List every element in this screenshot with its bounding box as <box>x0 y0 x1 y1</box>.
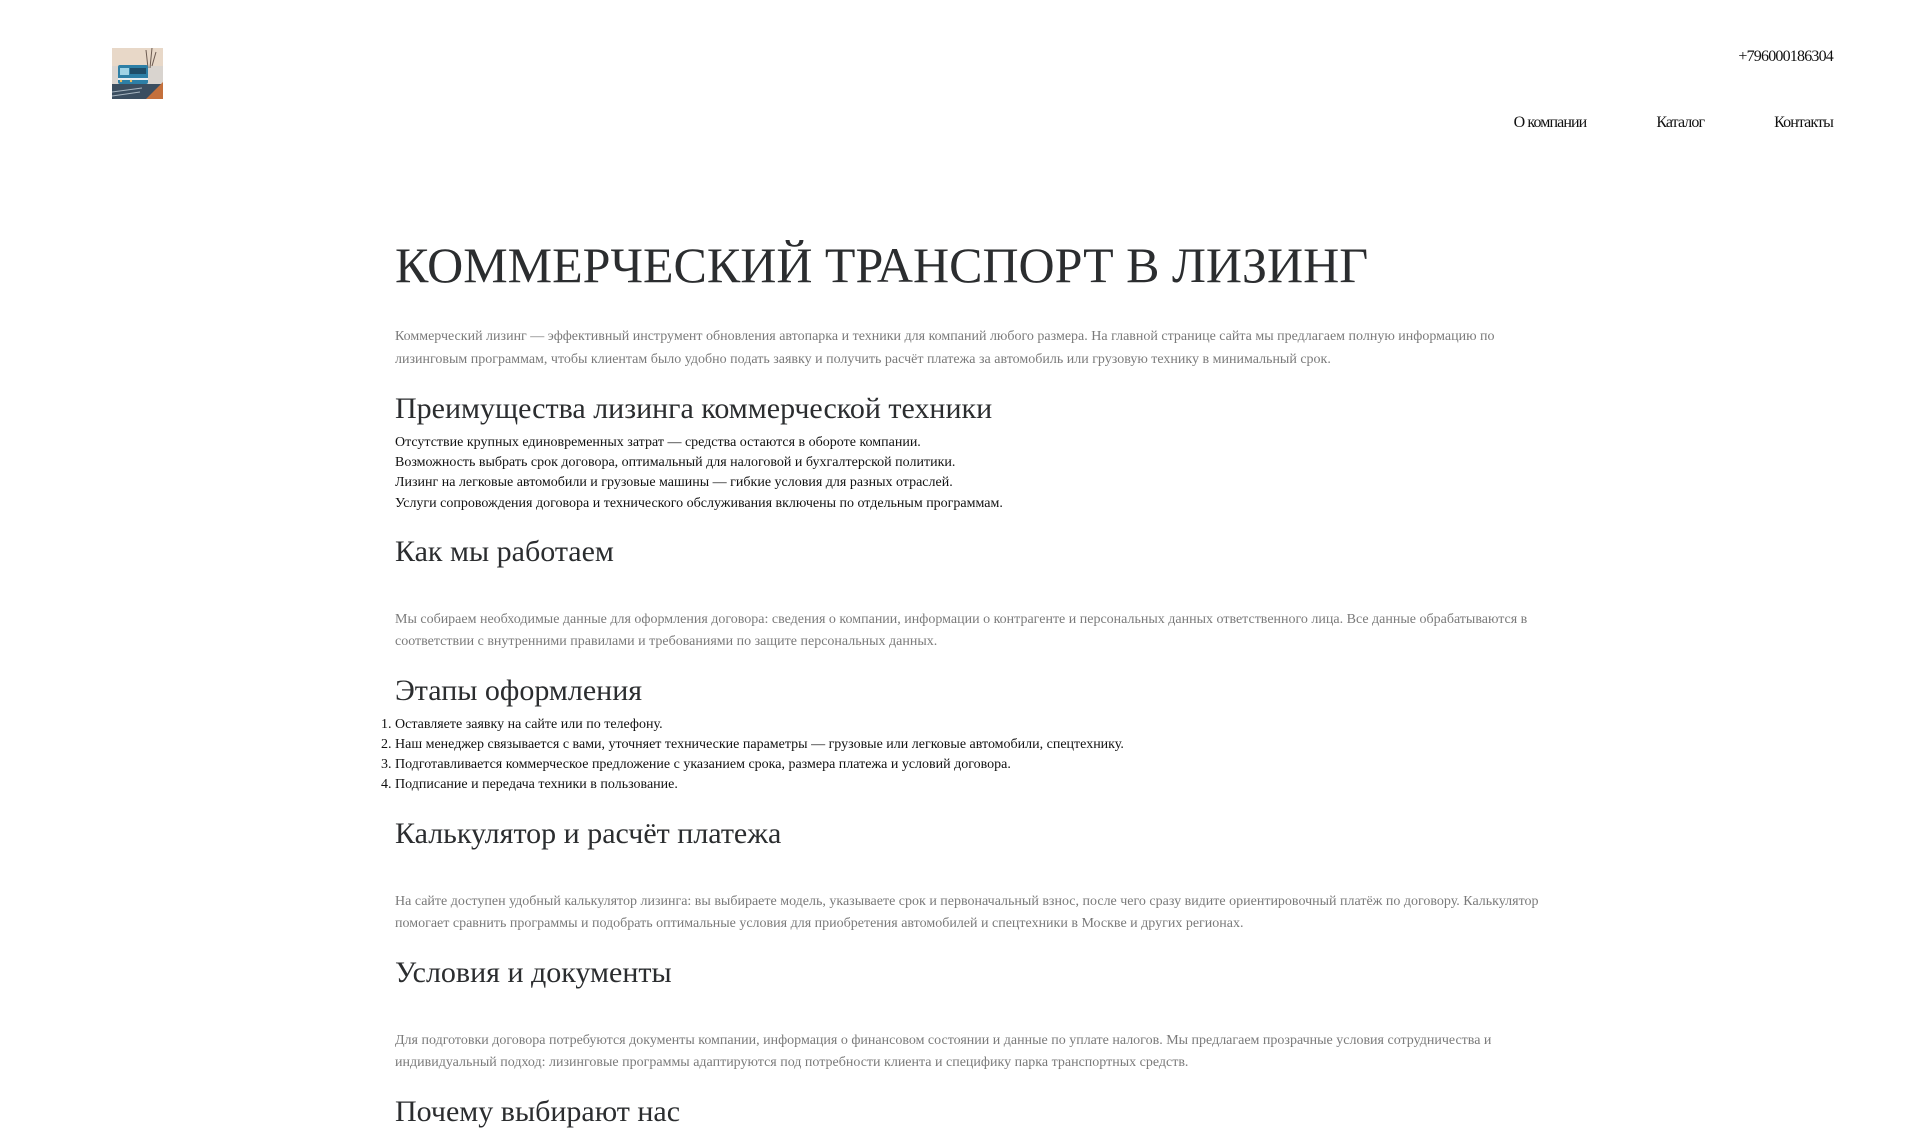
section-heading: Калькулятор и расчёт платежа <box>395 816 782 850</box>
site-header <box>0 0 1920 170</box>
intro-text: Коммерческий лизинг — эффективный инструмент обновления автопарка и техники для компаний любого размера. На главной странице сайта мы предлагаем полную информацию по лизинговым программам, чтобы клиентам было удобно подать заявку и получить расчёт платежа за автомобиль или грузовую технику в минимальный срок. <box>395 329 1495 367</box>
section-steps <box>395 671 1555 796</box>
nav-catalog[interactable]: Каталог <box>1656 114 1705 131</box>
phone-link[interactable]: +796000186304 <box>1738 48 1833 65</box>
page-title: КОММЕРЧЕСКИЙ ТРАНСПОРТ В ЛИЗИНГ <box>395 237 1369 293</box>
main-content <box>395 230 1555 1132</box>
list-item: 2. Наш менеджер связывается с вами, уточняет технические параметры — грузовые или легковые автомобили, спецтехнику. <box>395 735 1555 755</box>
list-item: Отсутствие крупных единовременных затрат — средства остаются в обороте компании. <box>395 435 921 450</box>
nav-contacts[interactable]: Контакты <box>1774 114 1833 131</box>
list-item: 3. Подготавливается коммерческое предложение с указанием срока, размера платежа и условий договора. <box>395 755 1555 775</box>
section-how-we-work <box>395 532 1555 671</box>
main-nav <box>1514 114 1833 132</box>
advantages-list <box>395 433 1555 514</box>
list-item: 1. Оставляете заявку на сайте или по телефону. <box>395 715 1555 735</box>
section-text: Мы собираем необходимые данные для оформления договора: сведения о компании, информации о контрагенте и персональных данных ответственного лица. Все данные обрабатываются в соответствии с внутренними правилами и требованиями по защите персональных данных. <box>395 611 1528 650</box>
section-text: Для подготовки договора потребуются документы компании, информация о финансовом состоянии и данные по уплате налогов. Мы предлагаем прозрачные условия сотрудничества и индивидуальный подход: лизинговые программы адаптируются под потребности клиента и специфику парка транспортных средств. <box>395 1032 1492 1071</box>
section-heading: Преимущества лизинга коммерческой техники <box>395 392 993 425</box>
bus-icon <box>112 48 163 99</box>
section-conditions <box>395 953 1555 1092</box>
section-heading: Как мы работаем <box>395 534 614 568</box>
list-item: 4. Подписание и передача техники в пользование. <box>395 775 1555 795</box>
list-item: Возможность выбрать срок договора, оптимальный для налоговой и бухгалтерской политики. <box>395 455 956 471</box>
list-item: Лизинг на легковые автомобили и грузовые машины — гибкие условия для разных отраслей. <box>395 475 953 491</box>
section-text: На сайте доступен удобный калькулятор лизинга: вы выбираете модель, указываете срок и первоначальный взнос, после чего сразу видите ориентировочный платёж по договору. Калькулятор помогает сравнить программы и подобрать оптимальные условия для приобретения автомобилей и спецтехники в Москве и других регионах. <box>395 893 1539 932</box>
section-heading: Почему выбирают нас <box>395 1094 681 1128</box>
logo-bus-image[interactable] <box>112 48 163 99</box>
section-why-us <box>395 1092 1555 1132</box>
section-heading: Этапы оформления <box>395 673 643 707</box>
nav-about[interactable]: О компании <box>1513 114 1587 131</box>
section-advantages <box>395 389 1555 514</box>
section-heading: Условия и документы <box>395 955 672 989</box>
steps-list <box>395 715 1555 796</box>
list-item: Услуги сопровождения договора и технического обслуживания включены по отдельным программам. <box>395 495 1003 511</box>
section-calculator <box>395 814 1555 953</box>
